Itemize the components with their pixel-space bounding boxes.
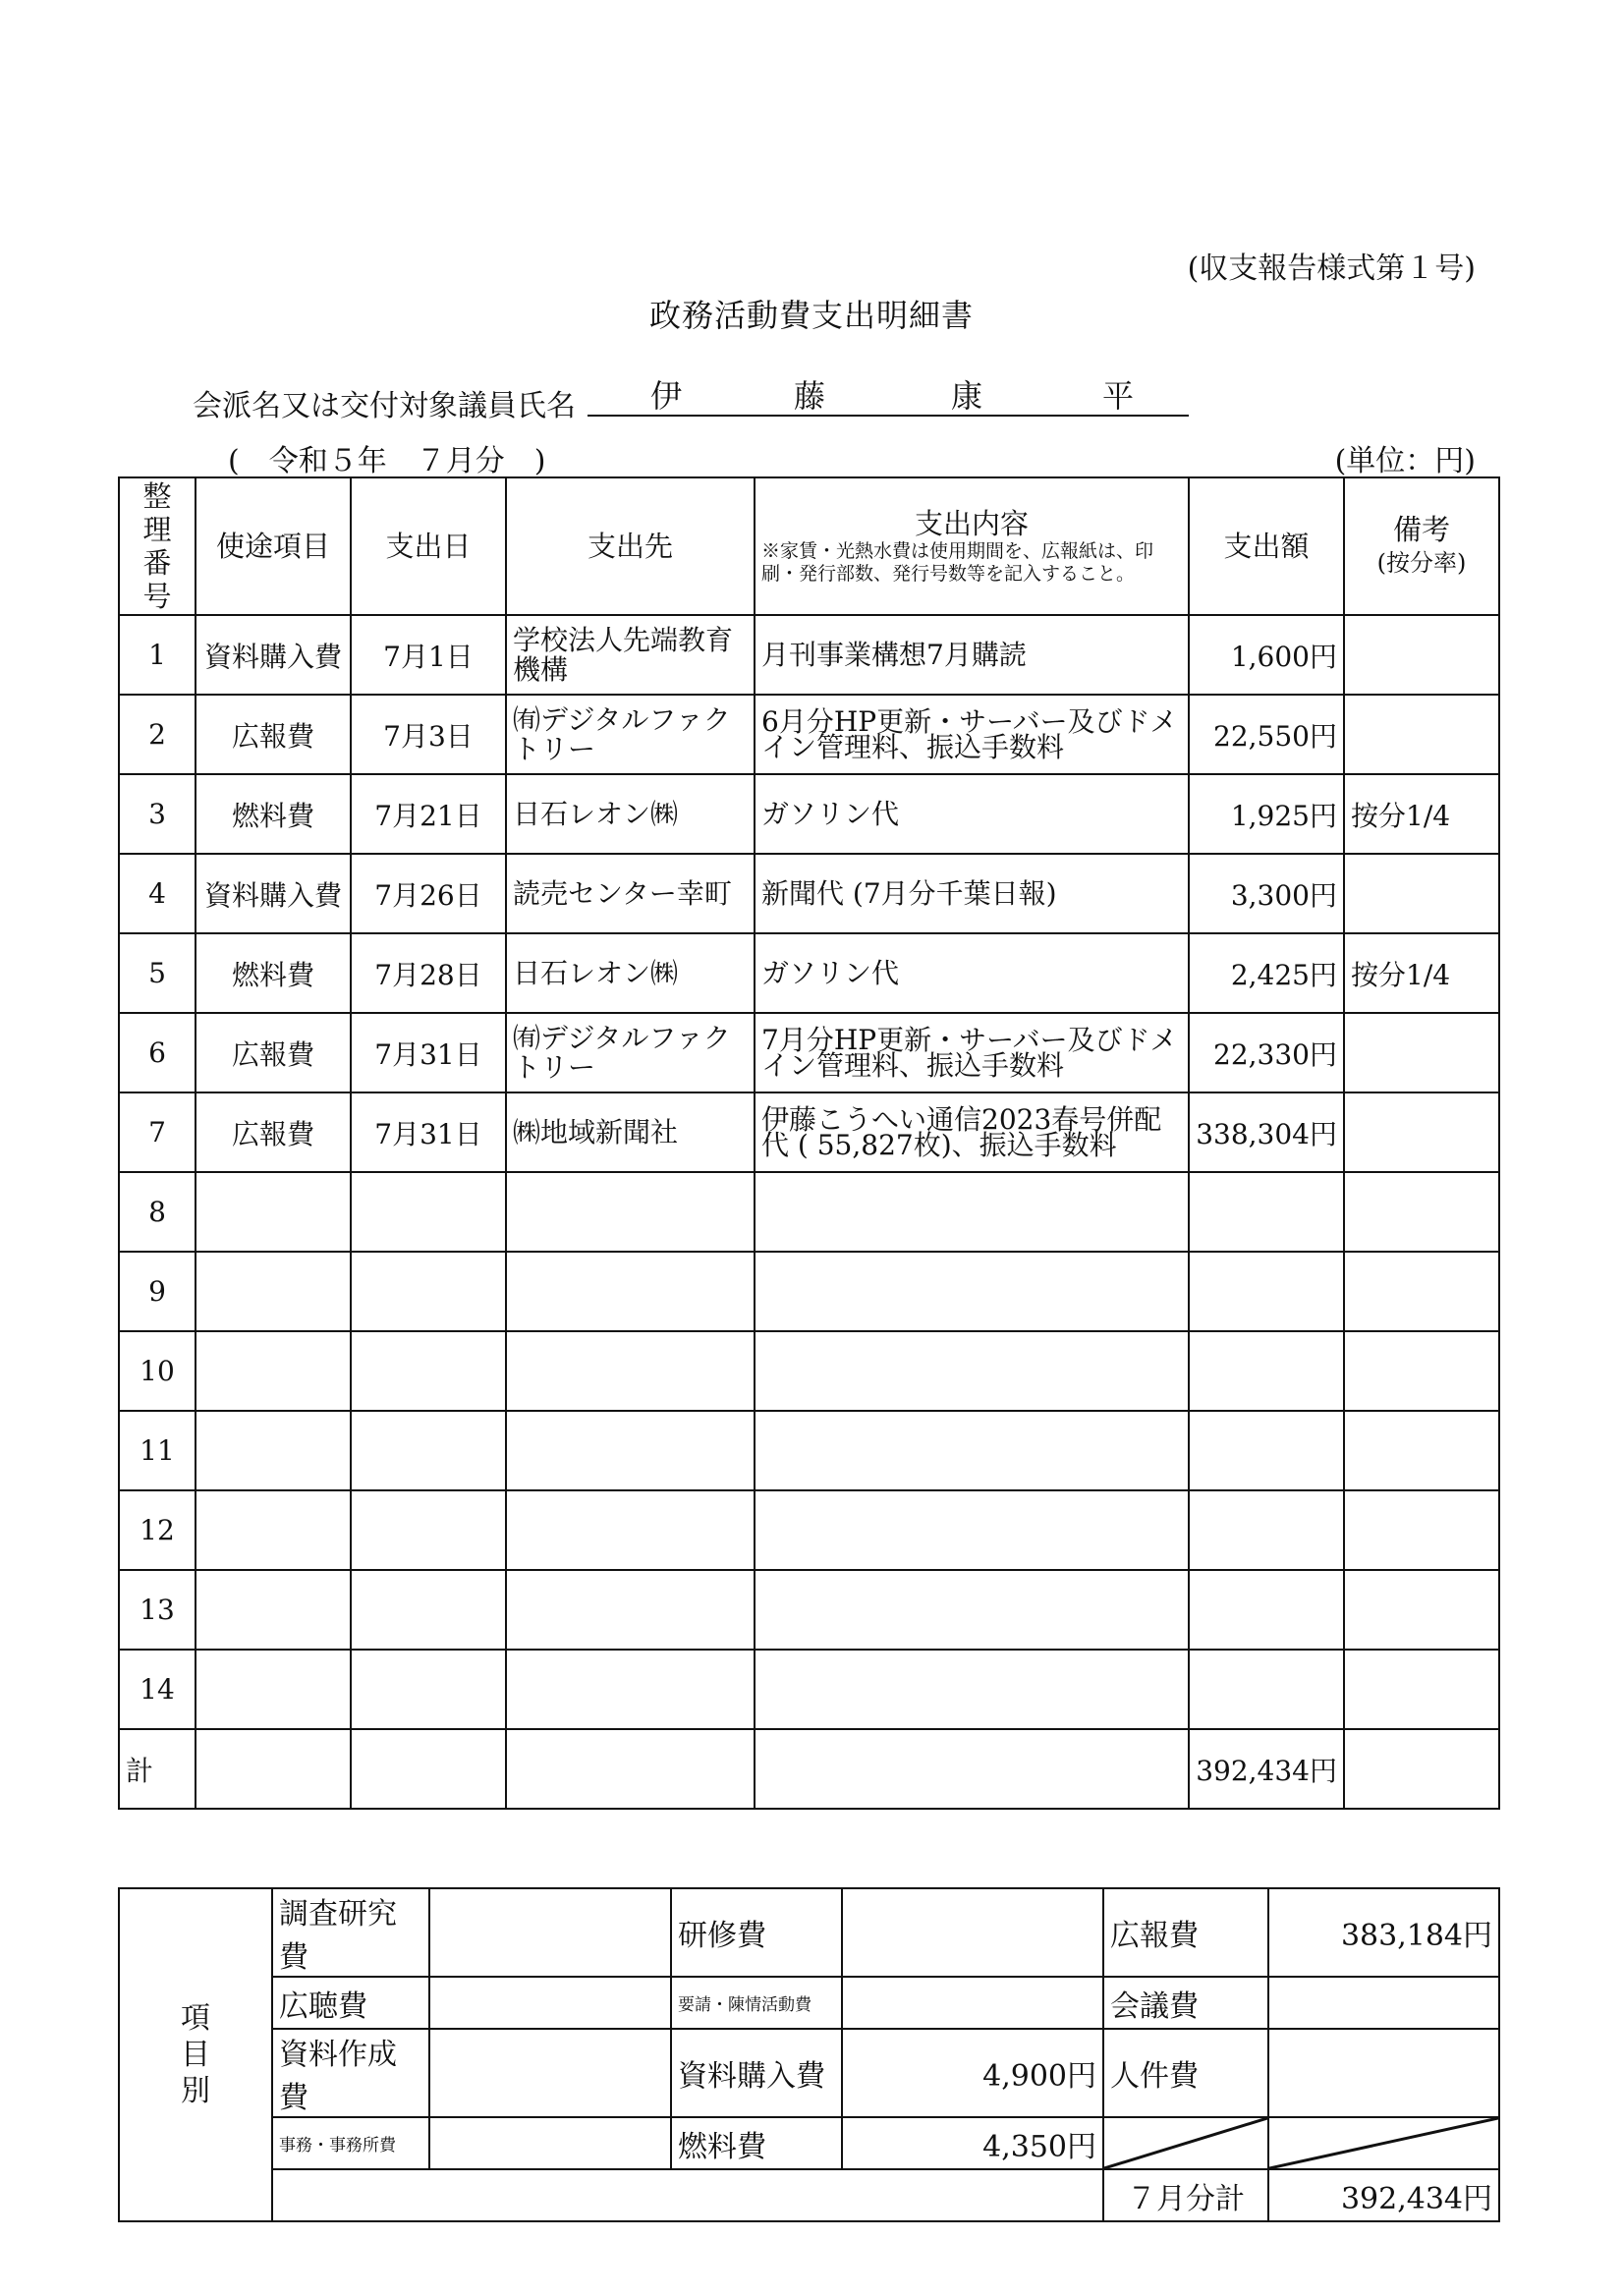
row-no: 11 — [119, 1411, 196, 1490]
row-no: 3 — [119, 774, 196, 854]
member-name-char: 平 — [1102, 377, 1135, 415]
table-row — [119, 1252, 1499, 1331]
total-empty-cell — [351, 1729, 506, 1809]
row-amount: 338,304円 — [1189, 1092, 1344, 1172]
row-payee: 読売センター幸町 — [506, 854, 755, 933]
row-remarks — [1344, 1252, 1499, 1331]
row-amount: 1,600円 — [1189, 615, 1344, 695]
summary-value-jinken — [1268, 2029, 1499, 2117]
row-amount: 1,925円 — [1189, 774, 1344, 854]
summary-value-yosei — [842, 1977, 1103, 2029]
summary-struck-cell — [1268, 2117, 1499, 2169]
table-row — [119, 1172, 1499, 1252]
row-content: ガソリン代 — [755, 774, 1189, 854]
row-date: 7月31日 — [351, 1013, 506, 1092]
row-remarks: 按分1/4 — [1344, 933, 1499, 1013]
member-name-label: 会派名又は交付対象議員氏名 — [193, 389, 576, 423]
row-remarks — [1344, 695, 1499, 774]
row-no: 9 — [119, 1252, 196, 1331]
total-label: 計 — [119, 1729, 196, 1809]
row-content: 伊藤こうへい通信2023春号併配代 ( 55,827枚)、振込手数料 — [755, 1092, 1189, 1172]
table-row — [119, 1331, 1499, 1411]
row-no: 8 — [119, 1172, 196, 1252]
table-row — [119, 1490, 1499, 1570]
row-category: 広報費 — [196, 1092, 351, 1172]
row-category: 資料購入費 — [196, 615, 351, 695]
table-row — [119, 854, 1499, 933]
row-no: 14 — [119, 1650, 196, 1729]
total-row — [119, 1729, 1499, 1809]
table-header-row — [119, 477, 1499, 615]
summary-value-shiryo-konyu: 4,900円 — [842, 2029, 1103, 2117]
month-total-value: 392,434円 — [1268, 2169, 1499, 2221]
row-content — [755, 1650, 1189, 1729]
row-category: 燃料費 — [196, 933, 351, 1013]
row-payee — [506, 1331, 755, 1411]
table-row — [119, 1650, 1499, 1729]
summary-blank-cell — [272, 2169, 1103, 2221]
row-content — [755, 1172, 1189, 1252]
row-payee: ㈲デジタルファクトリー — [506, 1013, 755, 1092]
table-row — [119, 1411, 1499, 1490]
total-empty-cell — [1344, 1729, 1499, 1809]
row-category: 広報費 — [196, 695, 351, 774]
summary-label-nenryo: 燃料費 — [671, 2117, 842, 2169]
member-name-field — [588, 371, 1189, 417]
diagonal-strike-icon — [1269, 2118, 1498, 2168]
summary-value-chosa — [429, 1888, 671, 1977]
row-payee: 日石レオン㈱ — [506, 933, 755, 1013]
row-date — [351, 1252, 506, 1331]
row-amount — [1189, 1650, 1344, 1729]
row-amount: 22,330円 — [1189, 1013, 1344, 1092]
row-remarks: 按分1/4 — [1344, 774, 1499, 854]
summary-label-kocho: 広聴費 — [272, 1977, 429, 2029]
row-category — [196, 1331, 351, 1411]
row-payee: ㈲デジタルファクトリー — [506, 695, 755, 774]
summary-value-kocho — [429, 1977, 671, 2029]
month-total-label: ７月分計 — [1103, 2169, 1268, 2221]
row-date — [351, 1490, 506, 1570]
expense-table — [118, 476, 1500, 1810]
row-amount — [1189, 1411, 1344, 1490]
row-date: 7月28日 — [351, 933, 506, 1013]
row-content — [755, 1331, 1189, 1411]
row-content — [755, 1490, 1189, 1570]
table-row — [119, 1013, 1499, 1092]
row-no: 7 — [119, 1092, 196, 1172]
row-amount — [1189, 1172, 1344, 1252]
summary-value-kaigi — [1268, 1977, 1499, 2029]
row-amount — [1189, 1570, 1344, 1650]
row-amount — [1189, 1331, 1344, 1411]
row-payee — [506, 1411, 755, 1490]
summary-value-kenshu — [842, 1888, 1103, 1977]
row-remarks — [1344, 1570, 1499, 1650]
row-remarks — [1344, 1650, 1499, 1729]
currency-unit: (単位：円) — [1334, 444, 1476, 478]
row-no: 6 — [119, 1013, 196, 1092]
row-payee — [506, 1172, 755, 1252]
row-content: 新聞代 (7月分千葉日報) — [755, 854, 1189, 933]
row-date — [351, 1172, 506, 1252]
row-payee: 学校法人先端教育機構 — [506, 615, 755, 695]
row-category — [196, 1490, 351, 1570]
summary-label-shiryo-sakusei: 資料作成費 — [272, 2029, 429, 2117]
member-name-char: 康 — [951, 377, 983, 415]
row-date — [351, 1331, 506, 1411]
row-payee: ㈱地域新聞社 — [506, 1092, 755, 1172]
total-empty-cell — [506, 1729, 755, 1809]
row-category: 資料購入費 — [196, 854, 351, 933]
row-amount: 2,425円 — [1189, 933, 1344, 1013]
row-payee — [506, 1570, 755, 1650]
row-no: 10 — [119, 1331, 196, 1411]
row-date — [351, 1570, 506, 1650]
diagonal-strike-icon — [1104, 2118, 1267, 2168]
row-no: 4 — [119, 854, 196, 933]
row-content: 月刊事業構想7月購読 — [755, 615, 1189, 695]
member-name-char: 伊 — [650, 377, 683, 415]
header-no: 整理番号 — [119, 477, 196, 615]
row-date — [351, 1411, 506, 1490]
row-content — [755, 1411, 1189, 1490]
row-content: 6月分HP更新・サーバー及びドメイン管理料、振込手数料 — [755, 695, 1189, 774]
header-payee: 支出先 — [506, 477, 755, 615]
row-remarks — [1344, 1490, 1499, 1570]
row-remarks — [1344, 1172, 1499, 1252]
summary-label-yosei: 要請・陳情活動費 — [671, 1977, 842, 2029]
row-payee — [506, 1650, 755, 1729]
summary-value-nenryo: 4,350円 — [842, 2117, 1103, 2169]
row-amount: 3,300円 — [1189, 854, 1344, 933]
header-category: 使途項目 — [196, 477, 351, 615]
summary-label-jimusho: 事務・事務所費 — [272, 2117, 429, 2169]
row-payee: 日石レオン㈱ — [506, 774, 755, 854]
header-content-note: ※家賃・光熱水費は使用期間を、広報紙は、印刷・発行部数、発行号数等を記入すること。 — [761, 540, 1154, 585]
row-amount — [1189, 1252, 1344, 1331]
document-title: 政務活動費支出明細書 — [648, 297, 974, 334]
row-no: 2 — [119, 695, 196, 774]
table-row — [119, 933, 1499, 1013]
summary-label-koho: 広報費 — [1103, 1888, 1268, 1977]
header-remarks: 備考 (按分率) — [1344, 477, 1499, 615]
row-no: 12 — [119, 1490, 196, 1570]
form-number: (収支報告様式第１号) — [1187, 252, 1476, 286]
row-content — [755, 1252, 1189, 1331]
row-remarks — [1344, 1092, 1499, 1172]
total-empty-cell — [196, 1729, 351, 1809]
summary-value-jimusho — [429, 2117, 671, 2169]
row-date: 7月21日 — [351, 774, 506, 854]
row-category: 広報費 — [196, 1013, 351, 1092]
row-no: 13 — [119, 1570, 196, 1650]
table-row — [119, 1570, 1499, 1650]
total-amount: 392,434円 — [1189, 1729, 1344, 1809]
summary-value-shiryo-sakusei — [429, 2029, 671, 2117]
row-date: 7月1日 — [351, 615, 506, 695]
row-category — [196, 1172, 351, 1252]
row-no: 1 — [119, 615, 196, 695]
row-remarks — [1344, 1331, 1499, 1411]
member-name-char: 藤 — [794, 377, 826, 415]
row-content: 7月分HP更新・サーバー及びドメイン管理料、振込手数料 — [755, 1013, 1189, 1092]
row-date: 7月31日 — [351, 1092, 506, 1172]
row-date — [351, 1650, 506, 1729]
row-no: 5 — [119, 933, 196, 1013]
row-content: ガソリン代 — [755, 933, 1189, 1013]
row-date: 7月3日 — [351, 695, 506, 774]
table-row — [119, 1092, 1499, 1172]
report-period: ( 令和５年 ７月分 ) — [228, 444, 546, 478]
row-remarks — [1344, 854, 1499, 933]
header-content: 支出内容 ※家賃・光熱水費は使用期間を、広報紙は、印刷・発行部数、発行号数等を記入すること。 — [755, 477, 1189, 615]
summary-label-jinken: 人件費 — [1103, 2029, 1268, 2117]
row-category: 燃料費 — [196, 774, 351, 854]
header-amount: 支出額 — [1189, 477, 1344, 615]
summary-label-shiryo-konyu: 資料購入費 — [671, 2029, 842, 2117]
summary-label-chosa: 調査研究費 — [272, 1888, 429, 1977]
summary-struck-cell — [1103, 2117, 1268, 2169]
row-amount: 22,550円 — [1189, 695, 1344, 774]
row-category — [196, 1570, 351, 1650]
table-row — [119, 774, 1499, 854]
row-remarks — [1344, 615, 1499, 695]
summary-group-label: 項目別 — [119, 1888, 272, 2221]
row-remarks — [1344, 1013, 1499, 1092]
row-amount — [1189, 1490, 1344, 1570]
row-payee — [506, 1490, 755, 1570]
table-row — [119, 695, 1499, 774]
row-remarks — [1344, 1411, 1499, 1490]
row-category — [196, 1411, 351, 1490]
row-payee — [506, 1252, 755, 1331]
summary-value-koho: 383,184円 — [1268, 1888, 1499, 1977]
total-empty-cell — [755, 1729, 1189, 1809]
category-summary-table — [118, 1887, 1500, 2222]
row-content — [755, 1570, 1189, 1650]
header-date: 支出日 — [351, 477, 506, 615]
row-date: 7月26日 — [351, 854, 506, 933]
table-row — [119, 615, 1499, 695]
row-category — [196, 1252, 351, 1331]
row-category — [196, 1650, 351, 1729]
summary-label-kaigi: 会議費 — [1103, 1977, 1268, 2029]
summary-label-kenshu: 研修費 — [671, 1888, 842, 1977]
